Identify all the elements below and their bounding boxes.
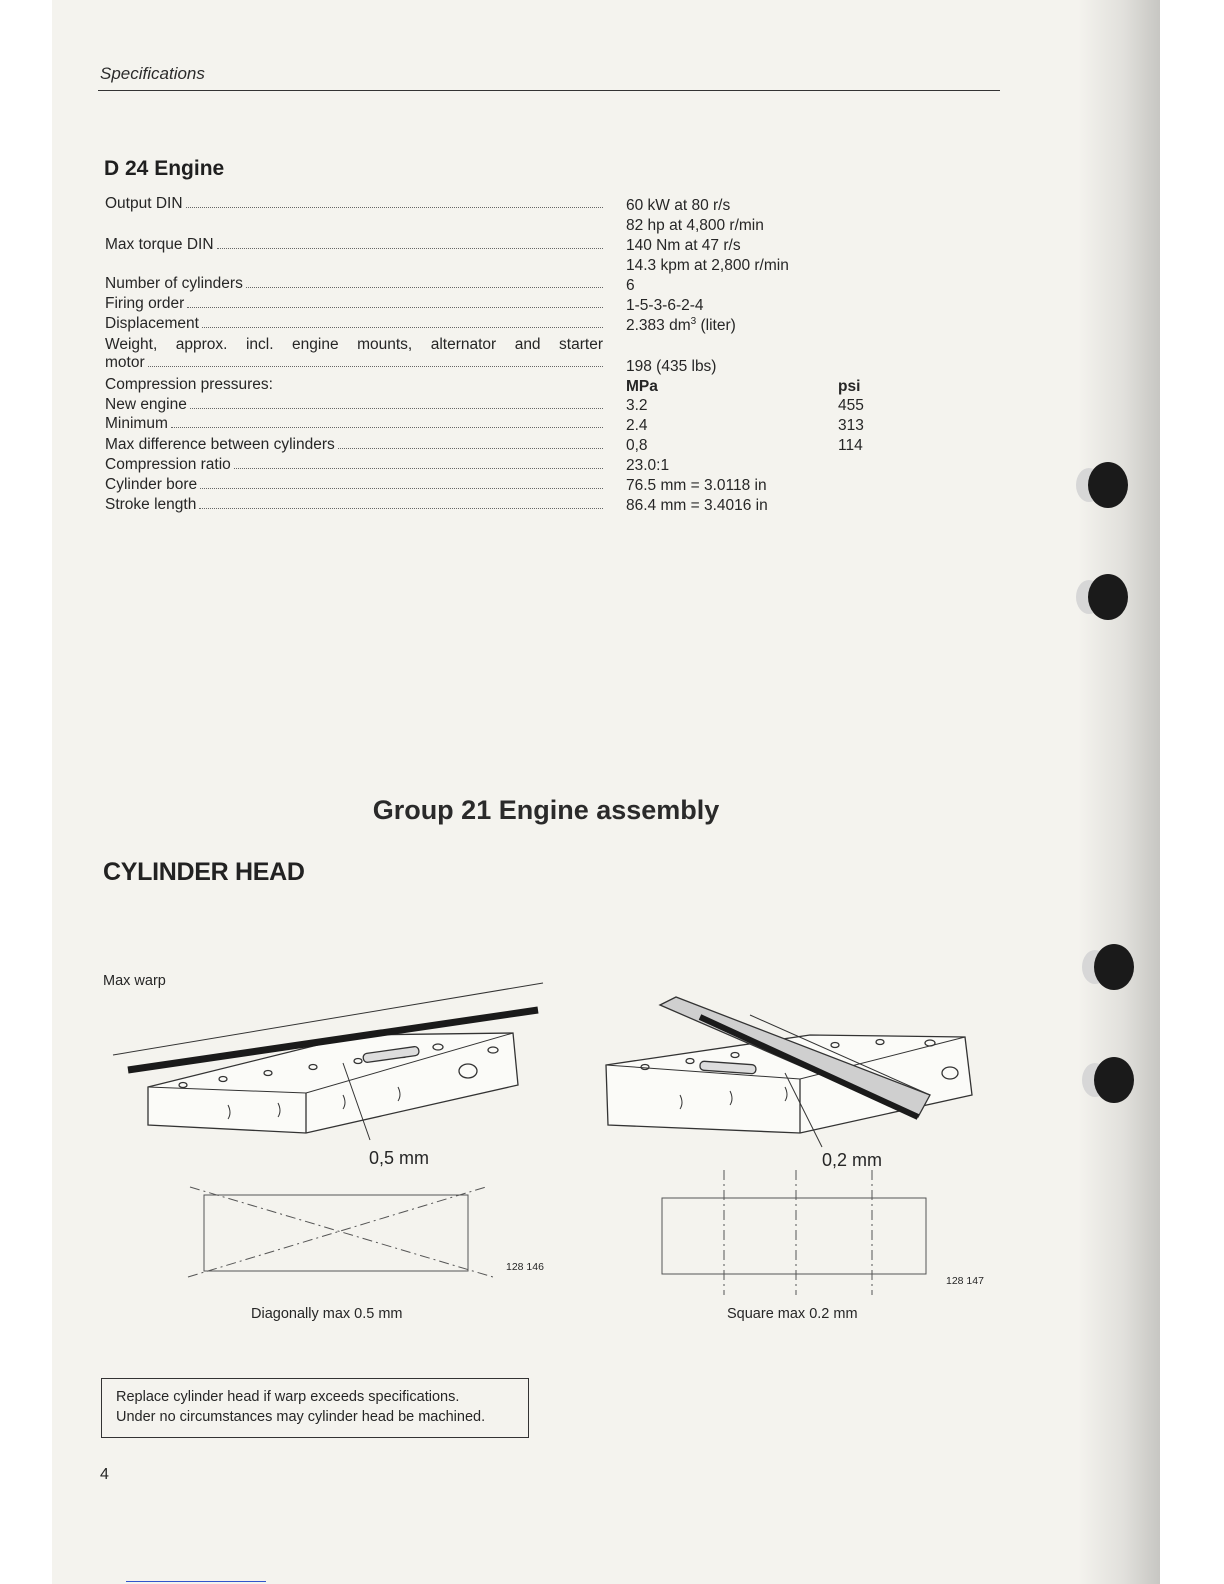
- spec-value-displacement: [626, 317, 736, 335]
- spec-minimum: [105, 415, 603, 435]
- spec-max-difference: [105, 436, 603, 456]
- note-line: Replace cylinder head if warp exceeds specifications.: [116, 1389, 460, 1405]
- spec-label: motor: [105, 354, 145, 371]
- spec-value: 6: [626, 277, 635, 294]
- dot-leader: [187, 307, 603, 308]
- superscript: 3: [690, 315, 697, 327]
- spec-value-psi: 455: [838, 397, 864, 414]
- spec-weight: [105, 336, 603, 376]
- spec-new-engine: [105, 396, 603, 416]
- note-line: Under no circumstances may cylinder head be machined.: [116, 1409, 486, 1425]
- punch-hole: [1076, 574, 1128, 620]
- dot-leader: [200, 488, 603, 489]
- spec-label: Displacement: [105, 315, 199, 332]
- spec-value-psi: 313: [838, 417, 864, 434]
- scan-background-right: [1160, 0, 1224, 1584]
- figure-number: 128 146: [506, 1261, 544, 1273]
- spec-cylinder-bore: [105, 476, 603, 496]
- spec-value: 14.3 kpm at 2,800 r/min: [626, 257, 789, 274]
- figure-number: 128 147: [946, 1275, 984, 1287]
- spec-value: 140 Nm at 47 r/s: [626, 237, 741, 254]
- dot-leader: [217, 248, 603, 249]
- spec-label: Minimum: [105, 415, 168, 432]
- spec-stroke-length: [105, 496, 603, 516]
- engine-heading: D 24 Engine: [104, 157, 225, 180]
- cylinder-head-heading: CYLINDER HEAD: [103, 858, 305, 886]
- dot-leader: [338, 448, 603, 449]
- spec-label: Output DIN: [105, 195, 183, 212]
- figure-measure-label: 0,2 mm: [822, 1150, 883, 1170]
- spec-value: 2.383 dm: [626, 317, 691, 334]
- square-warp-illustration: [600, 995, 1000, 1295]
- dot-leader: [171, 427, 603, 428]
- spec-label: Firing order: [105, 295, 185, 312]
- punch-hole: [1082, 944, 1134, 990]
- spec-value: 198 (435 lbs): [626, 358, 717, 375]
- page-edge-shadow: [1078, 0, 1160, 1584]
- spec-firing-order: [105, 295, 603, 315]
- spec-max-torque: [105, 236, 603, 256]
- figure-measure-label: 0,5 mm: [369, 1148, 430, 1168]
- spec-compression-ratio: [105, 456, 603, 476]
- spec-label: Compression pressures:: [105, 376, 273, 393]
- spec-label: Weight, approx. incl. engine mounts, alternator and starter: [105, 336, 603, 353]
- spec-value: 86.4 mm = 3.4016 in: [626, 497, 768, 514]
- header-rule: [98, 90, 1000, 91]
- spec-label: Cylinder bore: [105, 476, 198, 493]
- figure-caption: Diagonally max 0.5 mm: [251, 1306, 403, 1322]
- spec-label: Max difference between cylinders: [105, 436, 335, 453]
- figure-caption: Square max 0.2 mm: [727, 1306, 858, 1322]
- scan-background-left: [0, 0, 52, 1584]
- unit-header-psi: psi: [838, 378, 861, 395]
- spec-value: 1-5-3-6-2-4: [626, 297, 704, 314]
- spec-value: 0,8: [626, 437, 648, 454]
- spec-output-din: [105, 195, 603, 215]
- spec-displacement: [105, 315, 603, 335]
- dot-leader: [234, 468, 603, 469]
- spec-cylinders: [105, 275, 603, 295]
- punch-hole: [1082, 1057, 1134, 1103]
- spec-value: 82 hp at 4,800 r/min: [626, 217, 764, 234]
- spec-label: New engine: [105, 396, 187, 413]
- spec-compression-pressures: [105, 376, 603, 396]
- max-warp-label: Max warp: [103, 973, 166, 989]
- dot-leader: [199, 508, 603, 509]
- dot-leader: [148, 366, 603, 367]
- spec-label: Number of cylinders: [105, 275, 243, 292]
- diagonal-warp-illustration: [108, 975, 558, 1290]
- spec-label: Compression ratio: [105, 456, 231, 473]
- unit-header-mpa: MPa: [626, 378, 658, 395]
- dot-leader: [190, 408, 603, 409]
- footer-link-underline: [126, 1581, 266, 1582]
- page-number: 4: [100, 1466, 109, 1483]
- spec-value: 76.5 mm = 3.0118 in: [626, 477, 767, 494]
- spec-label: Stroke length: [105, 496, 197, 513]
- warning-note-box: [101, 1378, 529, 1438]
- spec-value-psi: 114: [838, 437, 863, 454]
- spec-value: 60 kW at 80 r/s: [626, 197, 731, 214]
- spec-label: Max torque DIN: [105, 236, 214, 253]
- spec-value: 3.2: [626, 397, 648, 414]
- spec-value: 2.4: [626, 417, 648, 434]
- spec-value-suffix: (liter): [696, 317, 736, 334]
- dot-leader: [186, 207, 603, 208]
- group-heading: Group 21 Engine assembly: [372, 795, 720, 825]
- dot-leader: [202, 327, 603, 328]
- spec-value: 23.0:1: [626, 457, 670, 474]
- dot-leader: [246, 287, 603, 288]
- running-header: Specifications: [100, 64, 205, 83]
- punch-hole: [1076, 462, 1128, 508]
